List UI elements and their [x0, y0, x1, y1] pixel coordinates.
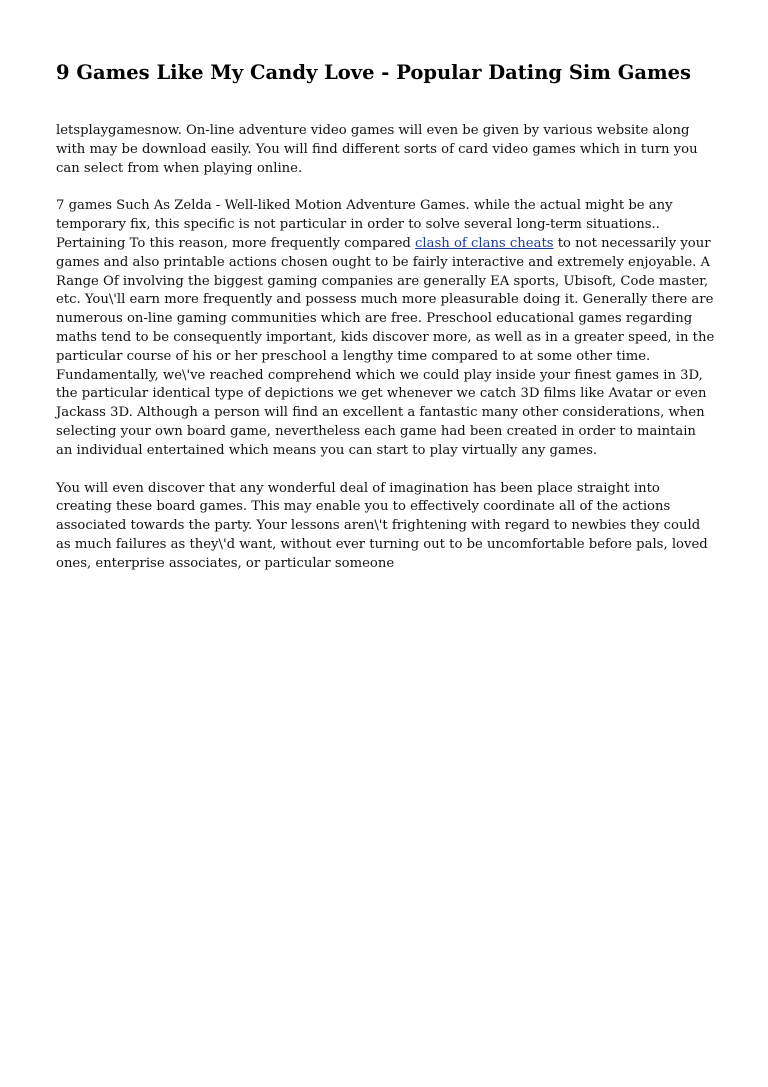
paragraph-zelda	[56, 197, 716, 460]
paragraph-zelda-text-start: 7 games Such As Zelda - Well-liked Motion Adventure Games. while the actual might be any temporary fix, this specific is not particular in order to solve several long-term situations.. Pertaining To this reason, more frequently compared	[56, 198, 673, 251]
paragraph-zelda-text-end: to not necessarily your games and also printable actions chosen ought to be fairly interactive and extremely enjoyable. A Range Of involving the biggest gaming companies are generally EA sports, Ubisoft, Code master, etc. You\'ll earn more frequently and possess much more pleasurable doing it. Generally there are numerous on-line gaming communities which are free. Preschool educational games regarding maths tend to be consequently important, kids discover more, as well as in a greater speed, in the particular course of his or her preschool a lengthy time compared to at some other time. Fundamentally, we\'ve reached comprehend which we could play inside your finest games in 3D, the particular identical type of depictions we get whenever we catch 3D films like Avatar or even Jackass 3D. Although a person will find an excellent a fantastic many other considerations, when selecting your own board game, nevertheless each game had been created in order to maintain an individual entertained which means you can start to play virtually any games.	[56, 235, 715, 458]
clash-of-clans-cheats-link[interactable]: clash of clans cheats	[415, 235, 554, 251]
document-page	[56, 58, 716, 593]
paragraph-intro: letsplaygamesnow. On-line adventure video games will even be given by various website along with may be download easily. You will find different sorts of card video games which in turn you can select from when playing online.	[56, 123, 698, 176]
paragraph-board-games: You will even discover that any wonderful deal of imagination has been place straight into creating these board games. This may enable you to effectively coordinate all of the actions associated towards the party. Your lessons aren\'t frightening with regard to newbies they could as much failures as they\'d want, without ever turning out to be uncomfortable before pals, loved ones, enterprise associates, or particular someone	[56, 480, 708, 571]
page-title: 9 Games Like My Candy Love - Popular Dating Sim Games	[56, 61, 692, 84]
